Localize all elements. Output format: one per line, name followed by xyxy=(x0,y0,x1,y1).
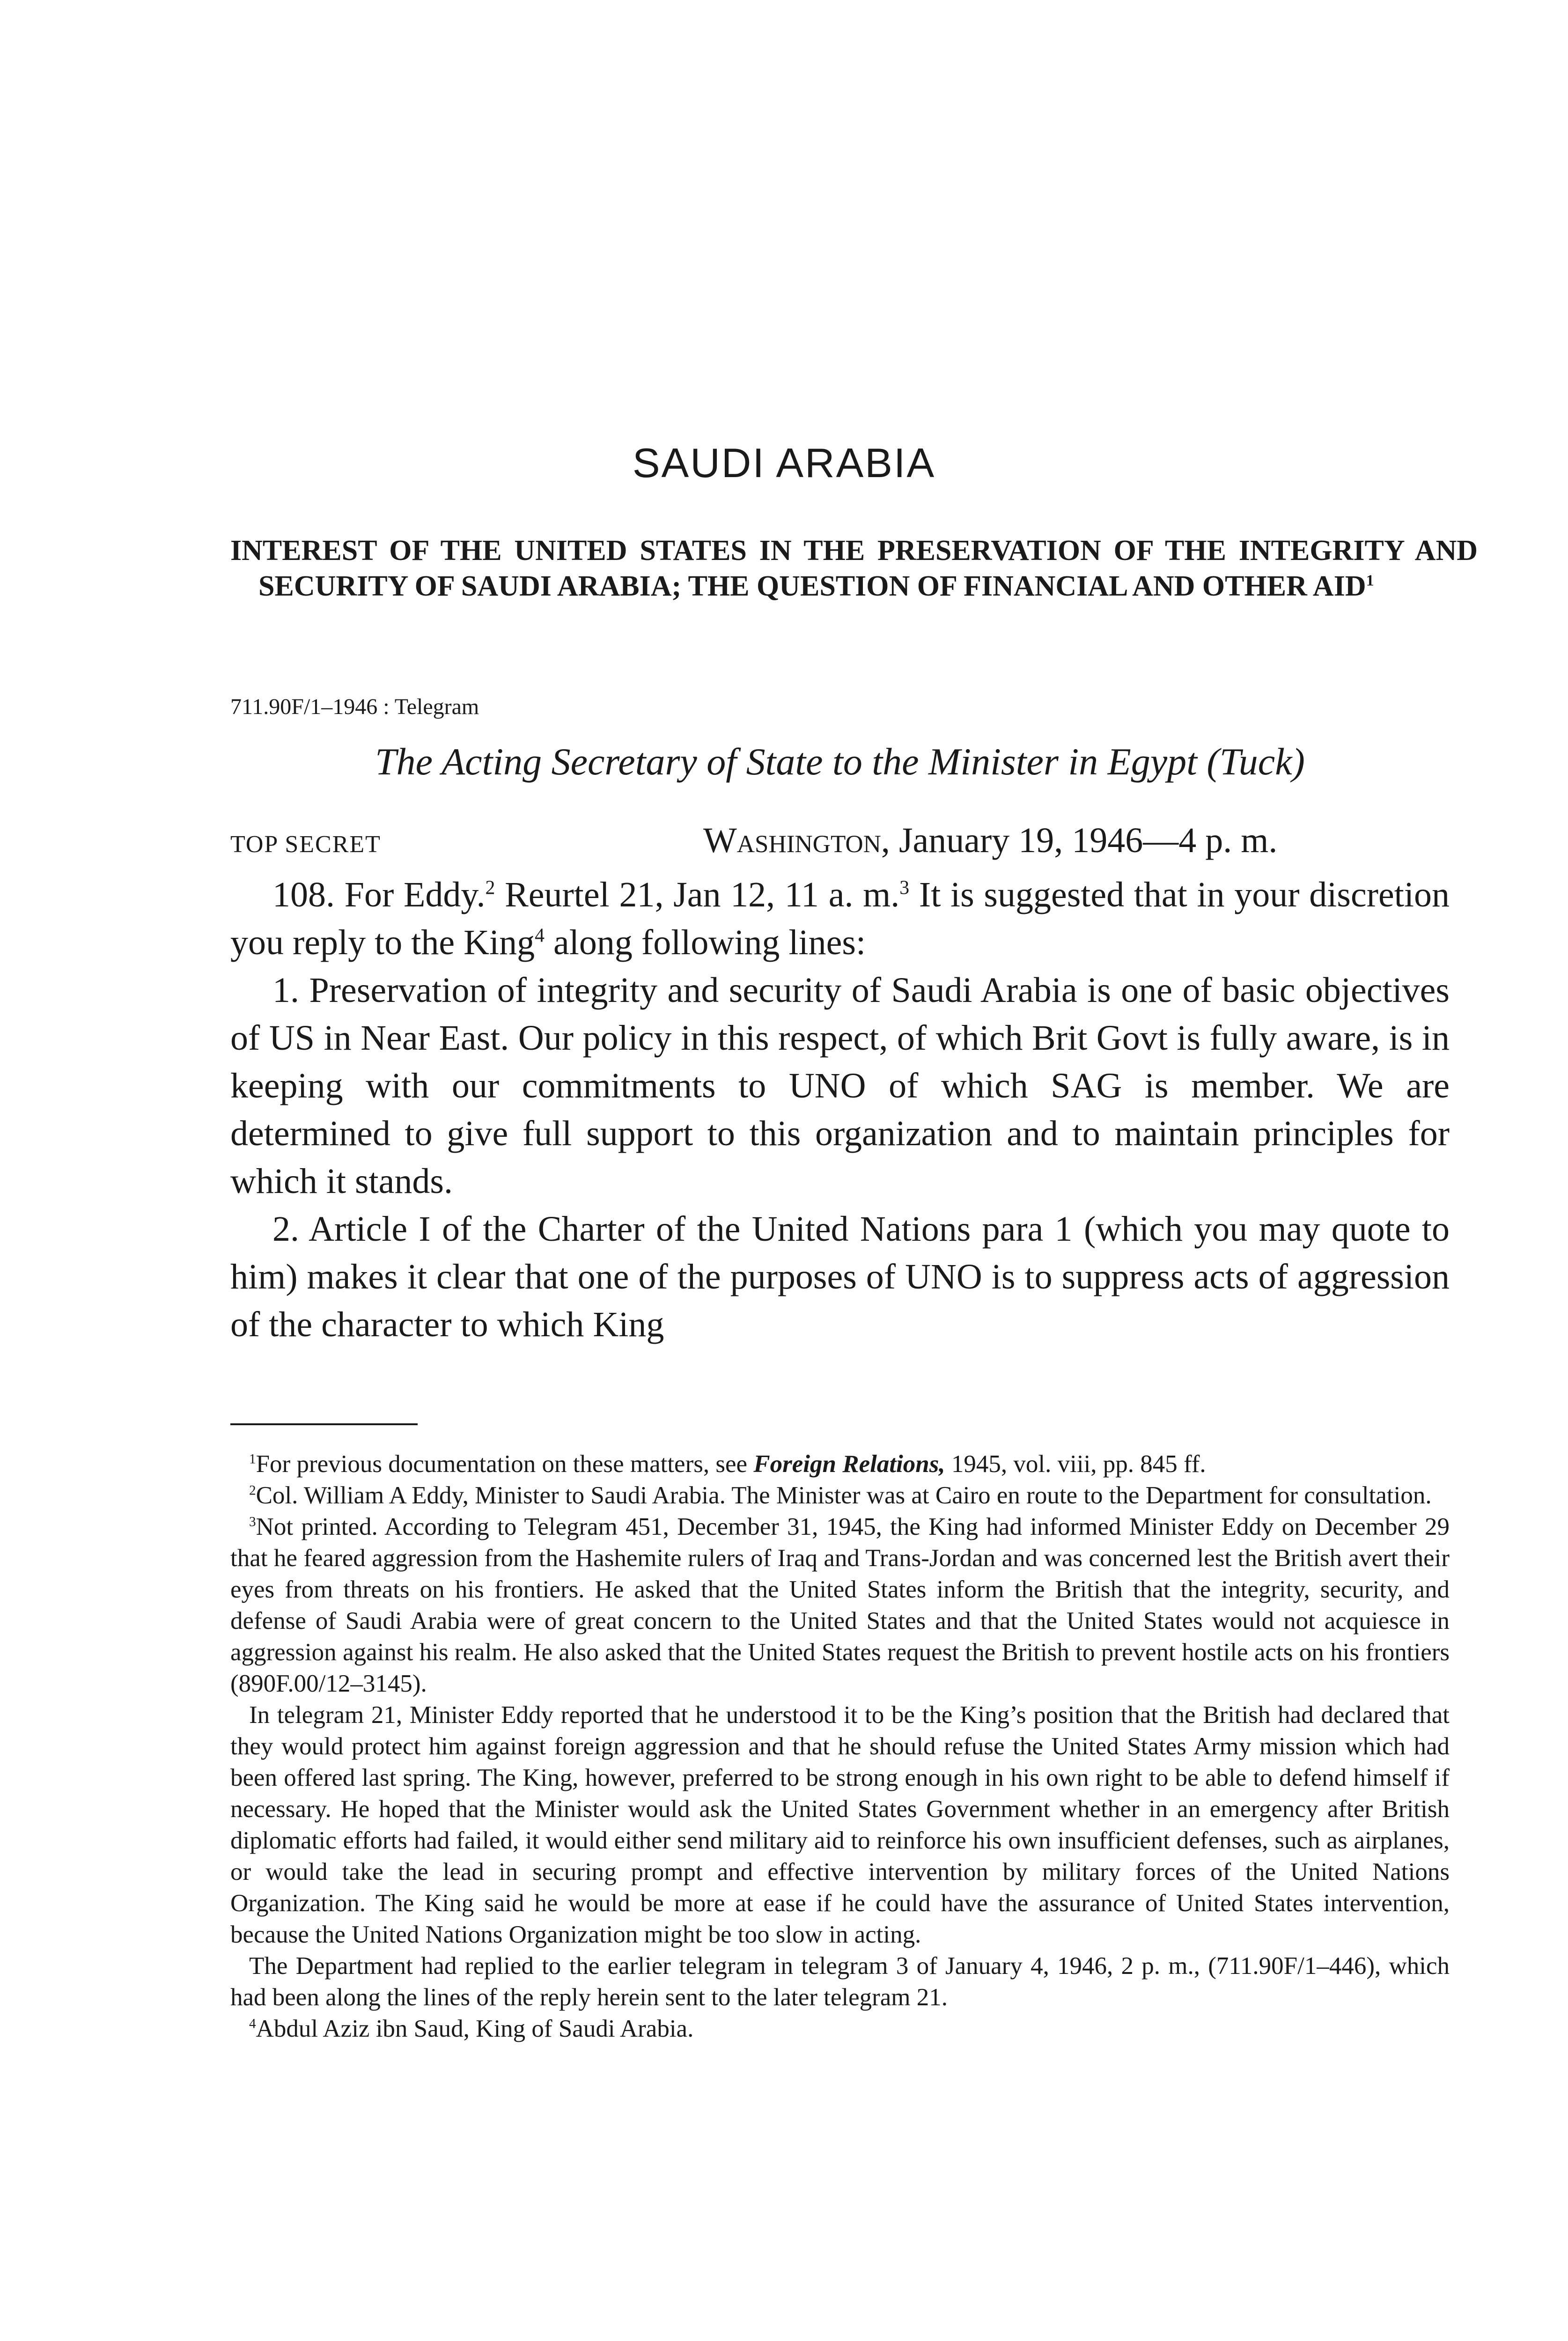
footnote-divider xyxy=(230,1423,418,1425)
footnote-3-continued-2: The Department had replied to the earlier telegram in telegram 3 of January 4, 1946, 2 p. m., (711.90F/1–446), which had been along the lines of the reply herein sent to the later telegram 21. xyxy=(230,1952,1450,2011)
telegram-paragraph-1: 1. Preservation of integrity and security of Saudi Arabia is one of basic objectives of US in Near East. Our policy in this respect, of which Brit Govt is fully aware, is in keeping with our commitments to UNO of which SAG is member. We are determined to give full support to this organization and to maintain principles for which it stands. xyxy=(230,971,1450,1201)
footnote-1-publication-title: Foreign Relations, xyxy=(753,1450,945,1478)
footnote-1-text-b: 1945, vol. viii, pp. 845 ff. xyxy=(945,1450,1206,1478)
place-of-origin: Washington, xyxy=(703,821,890,860)
intro-text-a: 108. For Eddy. xyxy=(272,875,486,914)
telegram-body xyxy=(230,871,1450,1348)
subject-heading xyxy=(230,533,1478,604)
footnote-4-text: Abdul Aziz ibn Saud, King of Saudi Arabia. xyxy=(256,2015,694,2042)
footnote-ref-3: 3 xyxy=(899,877,910,899)
dateline-row xyxy=(230,820,1450,861)
subject-heading-text: INTEREST OF THE UNITED STATES IN THE PRESERVATION OF THE INTEGRITY AND SECURITY OF SAUDI ARABIA; THE QUESTION OF FINANCIAL AND OTHER AID xyxy=(230,535,1478,602)
intro-text-c: It is suggested that in your discretion you reply to the King xyxy=(230,875,1450,962)
footnote-2-mark: 2 xyxy=(249,1483,256,1498)
footnote-3-text: Not printed. According to Telegram 451, December 31, 1945, the King had informed Minister Eddy on December 29 that he feared aggression from the Hashemite rulers of Iraq and Trans-Jordan and was concerned lest the British avert their eyes from threats on his frontiers. He asked that the United States inform the British that the integrity, security, and defense of Saudi Arabia were of great concern to the United States and that the United States would not acquiesce in aggression against his realm. He also asked that the United States request the British to prevent hostile acts on his frontiers (890F.00/12–3145). xyxy=(230,1513,1450,1697)
footnote-1-mark: 1 xyxy=(249,1451,256,1467)
document-heading: The Acting Secretary of State to the Minister in Egypt (Tuck) xyxy=(375,740,1305,783)
footnote-2-text: Col. William A Eddy, Minister to Saudi Arabia. The Minister was at Cairo en route to the Department for consultation. xyxy=(256,1482,1432,1509)
classification-label: TOP SECRET xyxy=(230,831,381,858)
file-reference: 711.90F/1–1946 : Telegram xyxy=(230,694,479,719)
footnote-2 xyxy=(230,1480,1450,1511)
footnote-ref-4: 4 xyxy=(535,925,545,947)
dateline: January 19, 1946—4 p. m. xyxy=(890,821,1278,860)
footnote-ref-1: 1 xyxy=(1366,572,1374,589)
footnote-3-mark: 3 xyxy=(249,1514,256,1530)
footnotes xyxy=(230,1449,1450,2045)
footnote-4 xyxy=(230,2013,1450,2045)
footnote-3-continued-1: In telegram 21, Minister Eddy reported that he understood it to be the King’s position that the British had declared that they would protect him against foreign aggression and that he should refuse the United States Army mission which had been offered last spring. The King, however, preferred to be strong enough in his own right to be able to defend himself if necessary. He hoped that the Minister would ask the United States Government whether in an emergency after British diplomatic efforts had failed, it would either send military aid to reinforce his own insufficient defenses, such as airplanes, or would take the lead in securing prompt and effective intervention by military forces of the United Nations Organization. The King said he would be more at ease if he could have the assurance of United States intervention, because the United Nations Organization might be too slow in acting. xyxy=(230,1701,1450,1948)
footnote-4-mark: 4 xyxy=(249,2016,256,2032)
footnote-3 xyxy=(230,1511,1450,1700)
telegram-intro xyxy=(230,871,1450,966)
intro-text-d: along following lines: xyxy=(545,923,866,962)
intro-text-b: Reurtel 21, Jan 12, 11 a. m. xyxy=(495,875,900,914)
footnote-ref-2: 2 xyxy=(485,877,495,899)
footnote-1-text-a: For previous documentation on these matters, see xyxy=(256,1450,754,1478)
telegram-paragraph-2: 2. Article I of the Charter of the United Nations para 1 (which you may quote to him) makes it clear that one of the purposes of UNO is to suppress acts of aggression of the character to which King xyxy=(230,1209,1450,1344)
chapter-title: SAUDI ARABIA xyxy=(632,440,936,486)
footnote-1 xyxy=(230,1449,1450,1480)
